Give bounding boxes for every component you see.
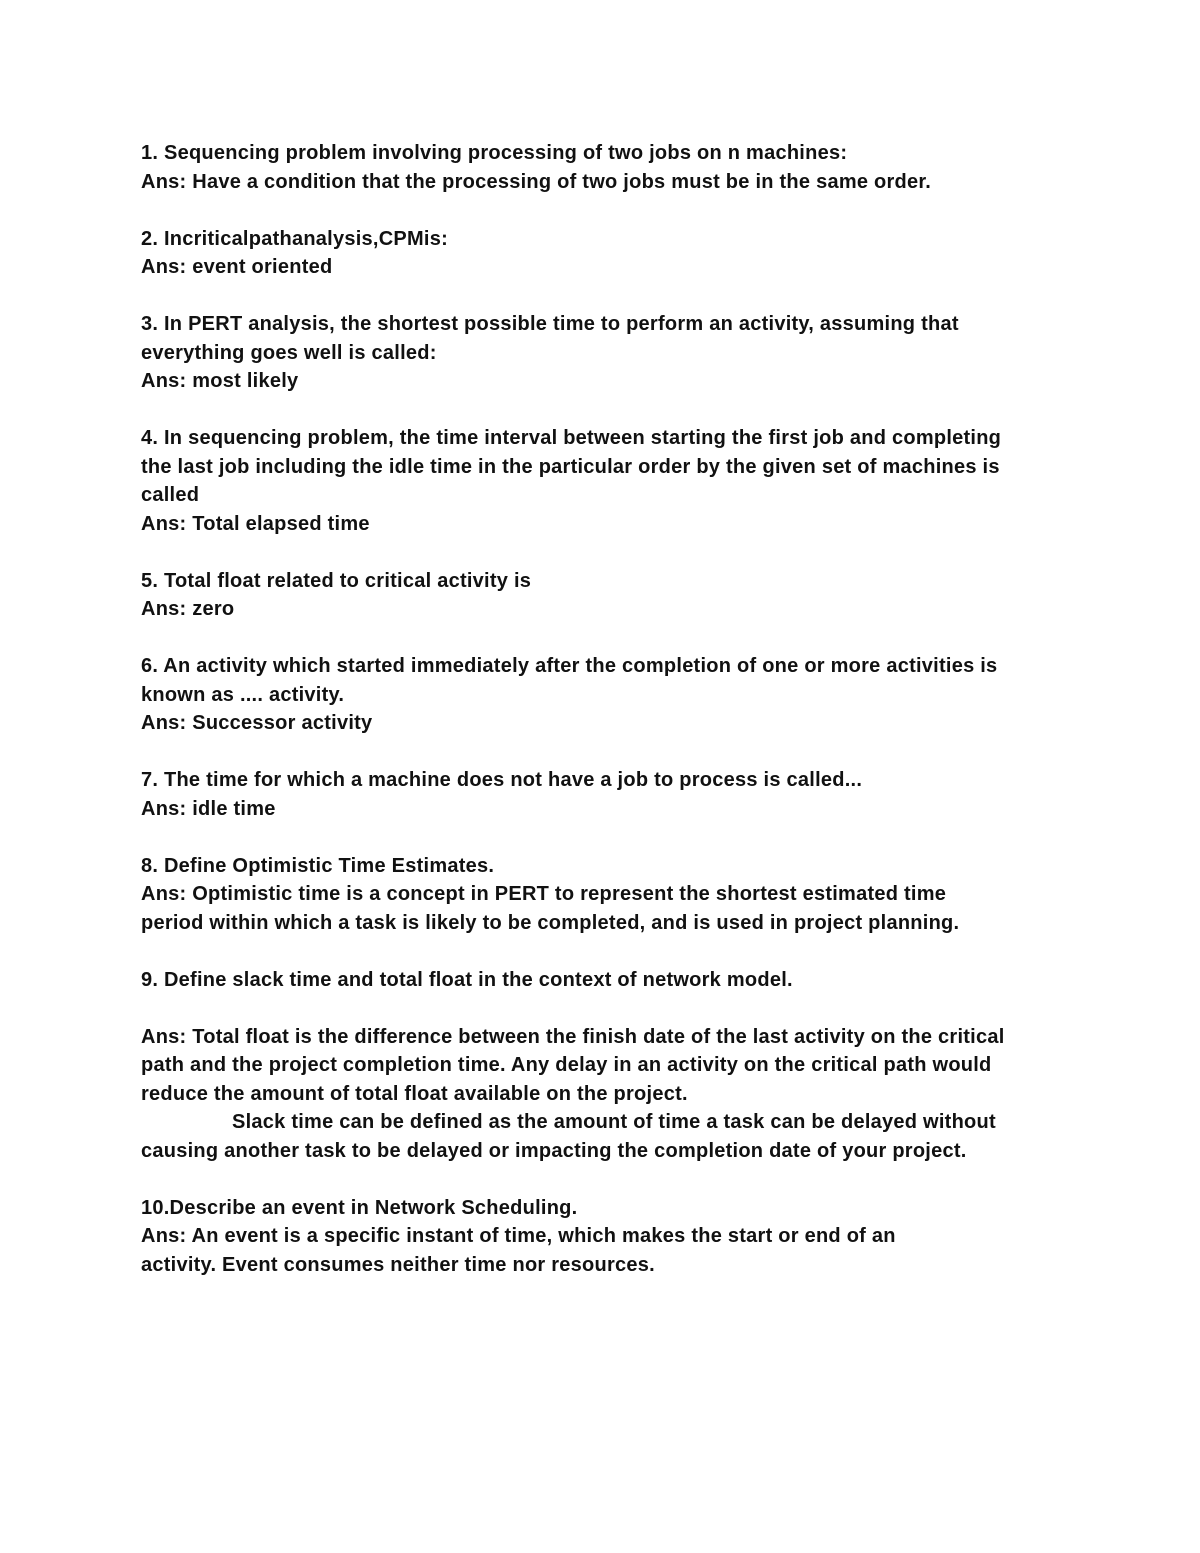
question-line: 6. An activity which started immediately after the completion of one or more activities is — [141, 655, 998, 677]
question-line: 4. In sequencing problem, the time interval between starting the first job and completing — [141, 427, 1002, 449]
answer-line: reduce the amount of total float available on the project. — [141, 1082, 688, 1105]
qa-item-3 — [141, 310, 1061, 396]
qa-item-7 — [141, 766, 1061, 823]
answer-line: Ans: Have a condition that the processing of two jobs must be in the same order. — [141, 170, 932, 193]
question-line: 10.Describe an event in Network Scheduling. — [141, 1196, 578, 1219]
question-line: 8. Define Optimistic Time Estimates. — [141, 854, 495, 877]
qa-item-4 — [141, 424, 1061, 538]
qa-item-1 — [141, 139, 1061, 196]
answer-line: Ans: idle time — [141, 797, 276, 820]
question-line: called — [141, 484, 200, 506]
answer-line: activity. Event consumes neither time nor resources. — [141, 1253, 655, 1276]
answer-line: path and the project completion time. Any delay in an activity on the critical path would — [141, 1054, 992, 1076]
blank-line — [141, 994, 1061, 1023]
answer-line: Ans: Optimistic time is a concept in PERT to represent the shortest estimated time — [141, 883, 947, 905]
qa-item-9 — [141, 966, 1061, 1166]
question-line: the last job including the idle time in the particular order by the given set of machines is — [141, 455, 1000, 478]
answer-line: Ans: zero — [141, 598, 235, 620]
question-line: 7. The time for which a machine does not have a job to process is called... — [141, 769, 863, 791]
answer-line: Ans: most likely — [141, 370, 299, 392]
answer-line-indented: Slack time can be defined as the amount of time a task can be delayed without — [232, 1111, 996, 1133]
answer-line: Ans: Successor activity — [141, 712, 373, 734]
answer-line: Ans: Total elapsed time — [141, 512, 370, 535]
answer-line: causing another task to be delayed or impacting the completion date of your project. — [141, 1139, 967, 1162]
question-line: 1. Sequencing problem involving processing of two jobs on n machines: — [141, 142, 848, 164]
qa-item-5 — [141, 567, 1061, 624]
qa-item-8 — [141, 852, 1061, 938]
question-line: known as .... activity. — [141, 683, 345, 706]
answer-line: period within which a task is likely to be completed, and is used in project planning. — [141, 911, 960, 934]
question-line: everything goes well is called: — [141, 341, 437, 364]
question-line: 2. Incriticalpathanalysis,CPMis: — [141, 227, 448, 250]
qa-item-2 — [141, 225, 1061, 282]
qa-list — [141, 139, 1061, 1308]
question-line: 3. In PERT analysis, the shortest possible time to perform an activity, assuming that — [141, 313, 959, 335]
answer-line: Ans: Total float is the difference between the finish date of the last activity on the critical — [141, 1025, 1005, 1048]
question-line: 5. Total float related to critical activity is — [141, 569, 532, 592]
answer-line: Ans: An event is a specific instant of time, which makes the start or end of an — [141, 1225, 896, 1247]
qa-item-10 — [141, 1194, 1061, 1280]
qa-item-6 — [141, 652, 1061, 738]
answer-line: Ans: event oriented — [141, 256, 333, 278]
question-line: 9. Define slack time and total float in the context of network model. — [141, 968, 793, 991]
